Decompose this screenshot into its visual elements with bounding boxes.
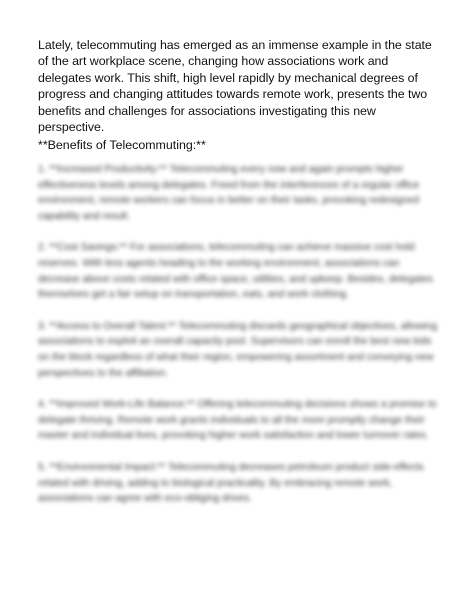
blurred-paragraph: 4. **Improved Work-Life Balance:** Offering telecommuting decisions shows a promise to delegate thriving. Remote work grants individuals to all the more promptly change their master and individual lives, provoking higher work satisfaction and lower turnover rates. [38, 399, 437, 442]
benefits-heading: **Benefits of Telecommuting:** [38, 138, 206, 152]
blurred-paragraph: 1. **Increased Productivity:** Telecommuting every now and again prompts higher effectiveness levels among delegates. Freed from the interferences of a regular office environment, remote workers can focus in better on their tasks, provoking redesigned capability and result. [38, 164, 420, 222]
blurred-paragraph: 3. **Access to Overall Talent:** Telecommuting discards geographical objectives, allowing associations to exploit an overall capacity pool. Supervisors can enroll the best new kids on the block regardless of what their region, empowering assortment and conveying new perspectives to the affiliation. [38, 320, 438, 379]
intro-paragraph: Lately, telecommuting has emerged as an immense example in the state of the art workplace scene, changing how associations work and delegates work. This shift, high level rapidly by mechanical degrees of progress and changing attitudes towards remote work, presents the two benefits and challenges for associations investigating this new perspective. [38, 38, 432, 135]
blurred-paragraph: 2. **Cost Savings:** For associations, telecommuting can achieve massive cost hold reserves. With less agents heading to the working environment, associations can decrease above costs related with office space, utilities, and upkeep. Besides, delegates themselves get a fair setup on transportation, eats, and work clothing. [38, 242, 433, 301]
blurred-paragraph: 5. **Environmental Impact:** Telecommuting decreases petroleum product side-effects related with driving, adding to biological practicality. By embracing remote work, associations can agree with eco-obliging drives. [38, 461, 424, 505]
blurred-content [38, 162, 440, 523]
